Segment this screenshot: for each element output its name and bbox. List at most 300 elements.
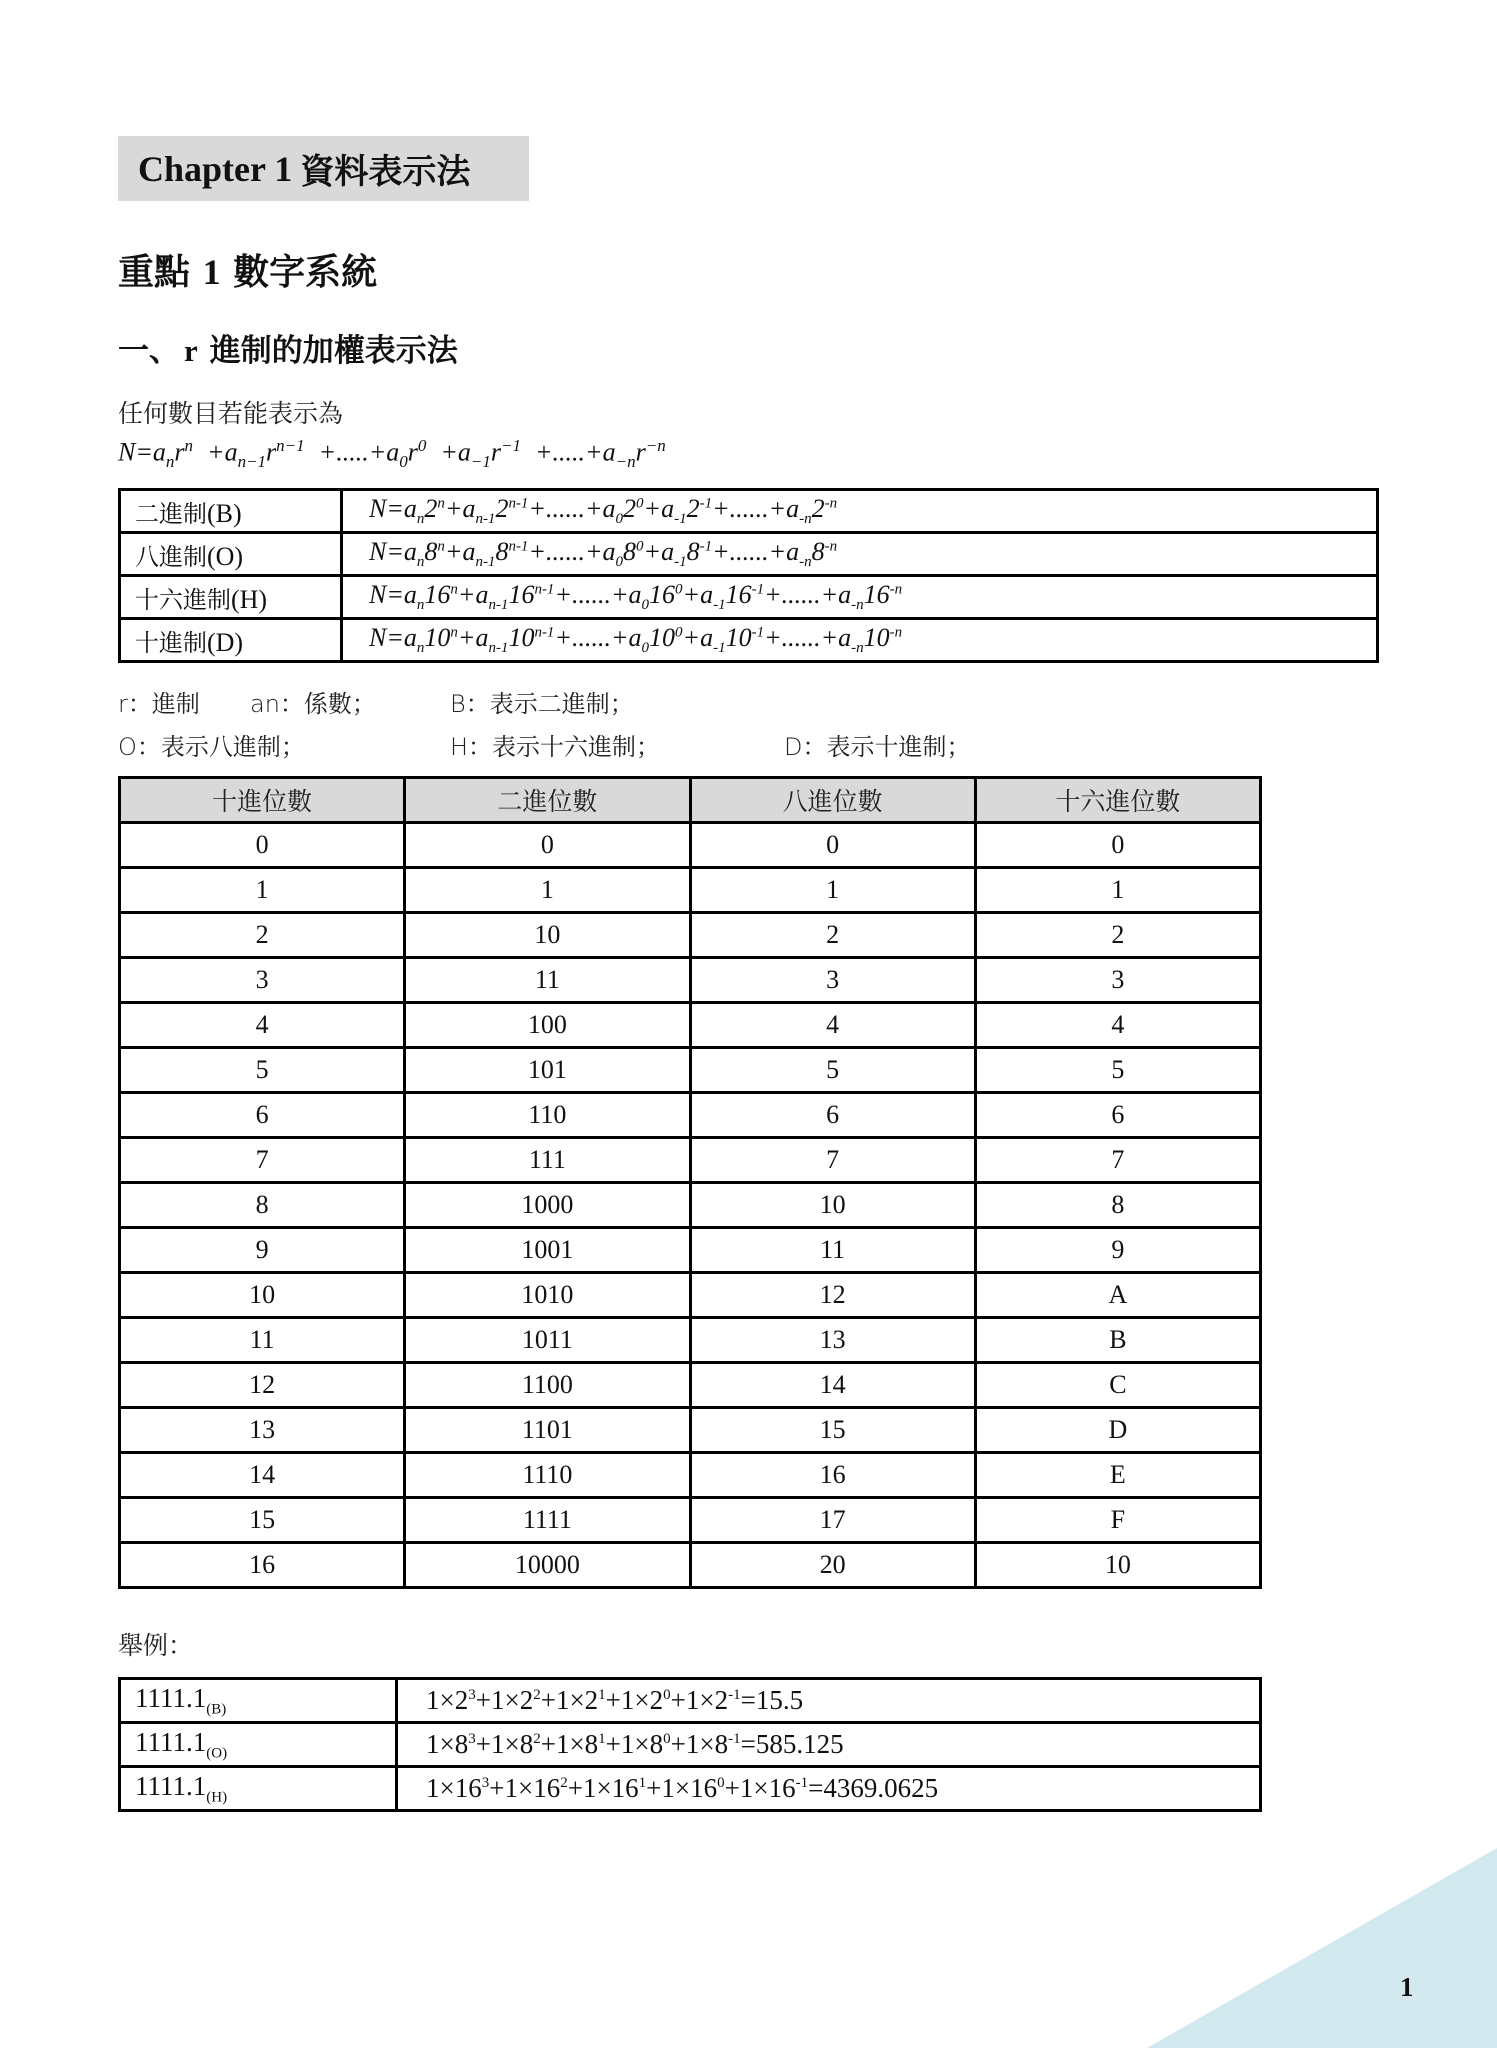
- expression-part: +......+: [764, 622, 839, 652]
- calc-base: 16: [533, 1773, 561, 1803]
- example-calculation: [397, 1723, 1261, 1767]
- calc-base: 16: [611, 1773, 639, 1803]
- table-cell: 3: [690, 958, 975, 1003]
- calc-exp: 1: [638, 1775, 647, 1791]
- legend-o: O：表示八進制；: [118, 733, 305, 761]
- calc-exp: 2: [533, 1731, 541, 1747]
- expression-part: 8: [495, 536, 509, 566]
- calc-coef: 1×: [555, 1685, 585, 1715]
- calc-base: 8: [454, 1729, 469, 1759]
- table-cell: 1111: [405, 1498, 690, 1543]
- example-calculation: [397, 1767, 1261, 1811]
- table-cell: 9: [975, 1228, 1260, 1273]
- expression-part: n: [437, 495, 445, 512]
- subsection-heading: [118, 325, 458, 370]
- example-base-tag: (H): [206, 1789, 228, 1806]
- calc-plus: +: [489, 1773, 505, 1803]
- calc-plus: +: [670, 1729, 686, 1759]
- legend-an: an：係數；: [250, 690, 376, 718]
- table-cell: 5: [690, 1048, 975, 1093]
- formula-base: r: [635, 437, 646, 467]
- table-cell: 2: [975, 913, 1260, 958]
- formula-coef-sub: −n: [615, 451, 636, 471]
- calc-plus: +: [724, 1773, 740, 1803]
- expression-part: n-1: [508, 538, 529, 555]
- expression-part: a: [838, 622, 852, 652]
- calc-coef: 1×: [582, 1773, 612, 1803]
- expression-part: 2: [811, 493, 825, 523]
- expression-part: a: [462, 493, 476, 523]
- formula-sign: +: [207, 437, 225, 467]
- expression-part: n: [450, 581, 458, 598]
- expression-part: 8: [811, 536, 825, 566]
- system-name: 十進制: [135, 628, 207, 657]
- legend-r: r：進制: [118, 690, 200, 718]
- table-cell: 1001: [405, 1228, 690, 1273]
- expression-part: -n: [799, 554, 812, 571]
- calc-exp: 0: [663, 1687, 671, 1703]
- formula-exp: n: [184, 436, 194, 455]
- table-cell: F: [975, 1498, 1260, 1543]
- expression-part: 8: [686, 536, 700, 566]
- system-row: [120, 576, 1378, 619]
- column-header: 十六進位數: [975, 778, 1260, 823]
- table-cell: 1110: [405, 1453, 690, 1498]
- table-cell: 11: [405, 958, 690, 1003]
- expression-part: N=: [369, 493, 404, 523]
- expression-part: +......+: [712, 536, 787, 566]
- calc-plus: +: [670, 1685, 686, 1715]
- formula-base: r: [174, 437, 185, 467]
- expression-part: -n: [851, 640, 864, 657]
- table-cell: 1011: [405, 1318, 690, 1363]
- table-row: [120, 1408, 1261, 1453]
- table-cell: 1: [975, 868, 1260, 913]
- expression-part: 16: [424, 579, 451, 609]
- expression-part: 10: [649, 622, 676, 652]
- expression-part: a: [403, 579, 417, 609]
- expression-part: n: [416, 597, 425, 614]
- expression-part: a: [628, 579, 642, 609]
- table-cell: 1000: [405, 1183, 690, 1228]
- system-row: [120, 533, 1378, 576]
- formula-coef: a: [602, 437, 616, 467]
- table-cell: 6: [120, 1093, 405, 1138]
- calc-coef: 1×: [739, 1773, 769, 1803]
- table-row: [120, 958, 1261, 1003]
- legend-line-2: [118, 727, 1218, 761]
- table-cell: 9: [120, 1228, 405, 1273]
- table-cell: 3: [120, 958, 405, 1003]
- expression-part: n: [416, 554, 425, 571]
- expression-part: n-1: [534, 624, 555, 641]
- expression-part: a: [661, 493, 675, 523]
- system-name: 十六進制: [135, 585, 231, 614]
- expression-part: +: [643, 493, 662, 523]
- table-cell: 1: [690, 868, 975, 913]
- formula-coef: a: [152, 437, 166, 467]
- expression-part: +......+: [528, 493, 603, 523]
- table-cell: 1: [405, 868, 690, 913]
- table-cell: 1100: [405, 1363, 690, 1408]
- expression-part: n-1: [534, 581, 555, 598]
- table-row: [120, 1318, 1261, 1363]
- legend-b: B：表示二進制；: [450, 690, 634, 718]
- calc-result: =4369.0625: [808, 1773, 939, 1803]
- column-header: 十進位數: [120, 778, 405, 823]
- section-number: 1: [202, 252, 221, 292]
- expression-part: 0: [615, 554, 624, 571]
- example-number: [120, 1767, 397, 1811]
- example-value: 1111.1: [135, 1682, 207, 1713]
- expression-part: -1: [751, 581, 765, 598]
- base-conversion-table: [118, 776, 1262, 1589]
- system-label: [120, 576, 342, 619]
- table-cell: 10: [405, 913, 690, 958]
- table-cell: 0: [975, 823, 1260, 868]
- table-cell: 100: [405, 1003, 690, 1048]
- calc-coef: 1×: [504, 1773, 534, 1803]
- table-cell: 16: [690, 1453, 975, 1498]
- expression-part: 0: [641, 640, 650, 657]
- expression-part: a: [403, 493, 417, 523]
- expression-part: a: [403, 536, 417, 566]
- calc-exp: 0: [663, 1731, 671, 1747]
- system-row: [120, 619, 1378, 662]
- table-cell: 110: [405, 1093, 690, 1138]
- calc-coef: 1×: [490, 1729, 520, 1759]
- table-cell: 5: [120, 1048, 405, 1093]
- table-cell: 1010: [405, 1273, 690, 1318]
- expression-part: a: [786, 536, 800, 566]
- expression-part: a: [838, 579, 852, 609]
- expression-part: 2: [495, 493, 509, 523]
- expression-part: n-1: [488, 597, 509, 614]
- calc-base: 2: [649, 1685, 664, 1715]
- calc-coef: 1×: [426, 1729, 455, 1759]
- expression-part: a: [661, 536, 675, 566]
- table-row: [120, 1273, 1261, 1318]
- expression-part: 0: [615, 511, 624, 528]
- table-cell: 7: [120, 1138, 405, 1183]
- system-code: (D): [207, 627, 244, 657]
- table-cell: C: [975, 1363, 1260, 1408]
- expression-part: -1: [699, 538, 713, 555]
- expression-part: 2: [623, 493, 637, 523]
- example-base-tag: (B): [206, 1701, 227, 1718]
- expression-part: 0: [636, 538, 644, 555]
- table-row: [120, 1093, 1261, 1138]
- calc-exp: -1: [728, 1731, 741, 1747]
- expression-part: n: [416, 511, 425, 528]
- chapter-heading: [118, 136, 529, 201]
- table-cell: 13: [690, 1318, 975, 1363]
- expression-part: +: [682, 579, 701, 609]
- table-cell: 8: [975, 1183, 1260, 1228]
- example-label: 舉例：: [118, 1631, 194, 1660]
- expression-part: +: [444, 536, 463, 566]
- table-cell: 5: [975, 1048, 1260, 1093]
- table-cell: 8: [120, 1183, 405, 1228]
- table-row: [120, 1138, 1261, 1183]
- table-cell: 4: [690, 1003, 975, 1048]
- section-title: 數字系統: [233, 252, 378, 293]
- general-formula: [118, 436, 666, 472]
- calc-exp: 1: [598, 1687, 606, 1703]
- table-cell: 111: [405, 1138, 690, 1183]
- table-cell: 14: [690, 1363, 975, 1408]
- chapter-title: 資料表示法: [300, 152, 471, 192]
- table-cell: A: [975, 1273, 1260, 1318]
- formula-sign: +: [440, 437, 458, 467]
- expression-part: a: [475, 579, 489, 609]
- calc-coef: 1×: [620, 1685, 650, 1715]
- table-cell: 11: [120, 1318, 405, 1363]
- calc-coef: 1×: [426, 1685, 455, 1715]
- expression-part: N=: [369, 536, 404, 566]
- table-cell: 4: [975, 1003, 1260, 1048]
- calc-base: 16: [454, 1773, 482, 1803]
- formula-base: r: [266, 437, 277, 467]
- table-row: [120, 913, 1261, 958]
- table-cell: 7: [690, 1138, 975, 1183]
- example-row: [120, 1679, 1261, 1723]
- table-cell: 101: [405, 1048, 690, 1093]
- system-code: (O): [207, 541, 244, 571]
- expression-part: 16: [725, 579, 752, 609]
- calc-exp: -1: [795, 1775, 809, 1791]
- calc-exp: 0: [717, 1775, 725, 1791]
- formula-coef-sub: n−1: [237, 451, 267, 471]
- expression-part: 0: [675, 624, 683, 641]
- expression-part: N=: [369, 622, 404, 652]
- expression-part: a: [700, 622, 714, 652]
- expression-part: +: [643, 536, 662, 566]
- example-calculation: [397, 1679, 1261, 1723]
- expression-part: a: [462, 536, 476, 566]
- system-code: (H): [231, 584, 268, 614]
- calc-base: 16: [768, 1773, 796, 1803]
- expression-part: -n: [799, 511, 812, 528]
- table-cell: 2: [120, 913, 405, 958]
- formula-coef: a: [224, 437, 238, 467]
- subsection-var: r: [184, 333, 198, 368]
- expression-part: -n: [851, 597, 864, 614]
- example-number: [120, 1723, 397, 1767]
- calc-exp: 2: [560, 1775, 568, 1791]
- calc-base: 8: [584, 1729, 599, 1759]
- expression-part: -1: [674, 554, 687, 571]
- expression-part: 8: [623, 536, 637, 566]
- system-label: [120, 533, 342, 576]
- formula-base: r: [490, 437, 502, 467]
- calc-plus: +: [646, 1773, 662, 1803]
- table-cell: 20: [690, 1543, 975, 1588]
- table-row: [120, 823, 1261, 868]
- formula-exp: −n: [645, 436, 666, 455]
- table-row: [120, 1228, 1261, 1273]
- expression-part: 10: [863, 622, 890, 652]
- expression-part: 10: [725, 622, 752, 652]
- calc-plus: +: [605, 1729, 621, 1759]
- expression-part: +: [457, 579, 476, 609]
- calc-coef: 1×: [685, 1685, 715, 1715]
- expression-part: a: [628, 622, 642, 652]
- expression-part: n-1: [475, 511, 496, 528]
- expression-part: -1: [674, 511, 687, 528]
- calc-result: =585.125: [740, 1729, 844, 1759]
- expression-part: +......+: [764, 579, 839, 609]
- expression-part: a: [475, 622, 489, 652]
- calc-coef: 1×: [555, 1729, 585, 1759]
- formula-coef: a: [457, 437, 471, 467]
- expression-part: +......+: [554, 579, 629, 609]
- table-cell: 17: [690, 1498, 975, 1543]
- expression-part: +......+: [528, 536, 603, 566]
- formula-sign: +.....+: [318, 437, 387, 467]
- calc-exp: 2: [533, 1687, 541, 1703]
- expression-part: 2: [424, 493, 438, 523]
- table-cell: 15: [120, 1498, 405, 1543]
- example-number: [120, 1679, 397, 1723]
- table-cell: 11: [690, 1228, 975, 1273]
- calc-base: 8: [649, 1729, 664, 1759]
- expression-part: a: [602, 536, 616, 566]
- table-row: [120, 1048, 1261, 1093]
- formula-coef: a: [386, 437, 400, 467]
- system-row: [120, 490, 1378, 533]
- expression-part: 10: [508, 622, 535, 652]
- expression-part: +......+: [712, 493, 787, 523]
- expression-part: a: [700, 579, 714, 609]
- calc-coef: 1×: [426, 1773, 455, 1803]
- expression-part: n-1: [488, 640, 509, 657]
- expression-part: n: [450, 624, 458, 641]
- table-cell: 2: [690, 913, 975, 958]
- expression-part: n-1: [508, 495, 529, 512]
- table-row: [120, 1543, 1261, 1588]
- table-cell: 15: [690, 1408, 975, 1453]
- subsection-title: 進制的加權表示法: [209, 333, 458, 369]
- formula-sign: +.....+: [535, 437, 603, 467]
- calc-plus: +: [540, 1685, 556, 1715]
- calc-exp: 3: [468, 1731, 476, 1747]
- table-cell: B: [975, 1318, 1260, 1363]
- system-expression: [342, 619, 1378, 662]
- table-cell: 0: [690, 823, 975, 868]
- calc-plus: +: [475, 1685, 491, 1715]
- expression-part: 0: [641, 597, 650, 614]
- chapter-prefix: Chapter 1: [138, 148, 293, 189]
- legend-h: H：表示十六進制；: [450, 733, 661, 761]
- calc-base: 2: [454, 1685, 469, 1715]
- expression-part: +: [682, 622, 701, 652]
- calc-exp: 3: [468, 1687, 476, 1703]
- examples-table: [118, 1677, 1262, 1812]
- table-cell: 10: [120, 1273, 405, 1318]
- calc-base: 2: [714, 1685, 729, 1715]
- expression-part: -n: [889, 581, 903, 598]
- expression-part: n: [416, 640, 425, 657]
- table-cell: 7: [975, 1138, 1260, 1183]
- column-header: 二進位數: [405, 778, 690, 823]
- example-value: 1111.1: [135, 1726, 207, 1757]
- section-heading: [118, 244, 377, 295]
- expression-part: a: [602, 493, 616, 523]
- formula-exp: 0: [417, 436, 427, 455]
- table-cell: E: [975, 1453, 1260, 1498]
- table-row: [120, 1003, 1261, 1048]
- table-cell: 10000: [405, 1543, 690, 1588]
- expression-part: a: [786, 493, 800, 523]
- expression-part: a: [403, 622, 417, 652]
- column-header: 八進位數: [690, 778, 975, 823]
- legend-line-1: [118, 684, 1118, 718]
- formula-coef-sub: 0: [399, 451, 408, 471]
- calc-plus: +: [540, 1729, 556, 1759]
- intro-text: 任何數目若能表示為: [118, 399, 344, 428]
- expression-part: +: [444, 493, 463, 523]
- table-cell: 4: [120, 1003, 405, 1048]
- expression-part: -1: [751, 624, 765, 641]
- calc-exp: -1: [728, 1687, 741, 1703]
- table-cell: 6: [975, 1093, 1260, 1138]
- table-cell: 10: [975, 1543, 1260, 1588]
- calc-plus: +: [567, 1773, 583, 1803]
- subsection-prefix: 一、: [118, 333, 180, 369]
- expression-part: -n: [889, 624, 903, 641]
- table-cell: 6: [690, 1093, 975, 1138]
- calc-plus: +: [475, 1729, 491, 1759]
- formula-coef-sub: n: [165, 451, 175, 471]
- table-cell: 0: [120, 823, 405, 868]
- table-cell: 13: [120, 1408, 405, 1453]
- expression-part: 16: [863, 579, 890, 609]
- example-value: 1111.1: [135, 1770, 207, 1801]
- table-row: [120, 1498, 1261, 1543]
- system-expression: [342, 576, 1378, 619]
- expression-part: 10: [424, 622, 451, 652]
- system-label: [120, 490, 342, 533]
- expression-part: -n: [824, 538, 838, 555]
- page-number: 1: [1400, 1972, 1414, 2002]
- legend-d: D：表示十進制；: [784, 733, 971, 761]
- header-row: [120, 778, 1261, 823]
- system-name: 八進制: [135, 542, 207, 571]
- section-prefix: 重點: [118, 252, 191, 293]
- calc-base: 2: [584, 1685, 599, 1715]
- example-row: [120, 1723, 1261, 1767]
- table-cell: 3: [975, 958, 1260, 1003]
- table-cell: 12: [690, 1273, 975, 1318]
- formula-exp: −1: [501, 436, 522, 455]
- expression-part: 8: [424, 536, 438, 566]
- formula-exp: n−1: [276, 436, 305, 455]
- expression-part: -n: [824, 495, 838, 512]
- system-expression: [342, 533, 1378, 576]
- expression-part: -1: [713, 597, 726, 614]
- expression-part: n-1: [475, 554, 496, 571]
- system-name: 二進制: [135, 499, 207, 528]
- calc-result: =15.5: [740, 1685, 804, 1715]
- table-cell: 16: [120, 1543, 405, 1588]
- table-row: [120, 1453, 1261, 1498]
- expression-part: 16: [508, 579, 535, 609]
- expression-part: -1: [699, 495, 713, 512]
- calc-coef: 1×: [620, 1729, 650, 1759]
- expression-part: +......+: [554, 622, 629, 652]
- calc-coef: 1×: [661, 1773, 691, 1803]
